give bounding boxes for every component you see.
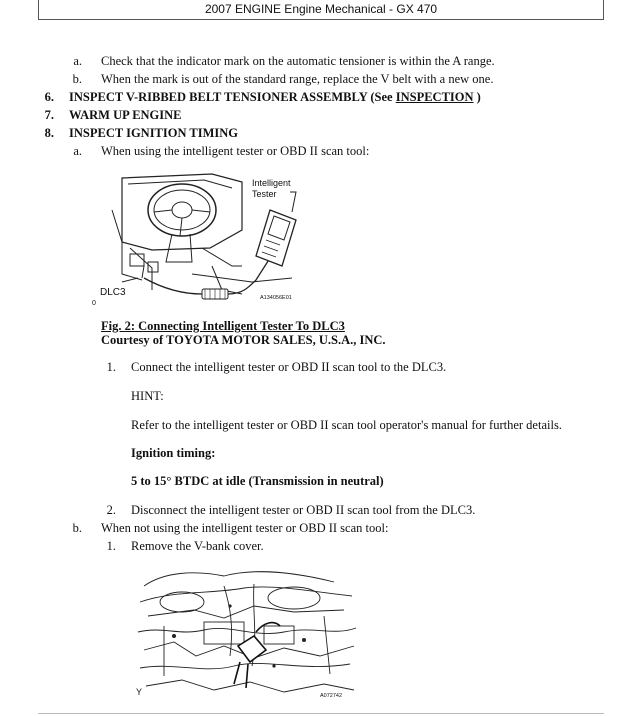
tester-label: Intelligent [252,178,291,188]
engine-bay-figure [134,566,360,700]
step-text: When not using the intelligent tester or OBD II scan tool: [101,521,389,535]
substep-text: Connect the intelligent tester or OBD II scan tool to the DLC3. [131,360,447,374]
page-header [38,0,604,20]
step-marker: b. [72,521,82,535]
step-text [69,89,481,105]
step-text: Check that the indicator mark on the automatic tensioner is within the A range. [101,54,495,68]
step-marker: 8. [44,126,54,140]
step-6-tail: ) [473,90,481,104]
figure-corner-mark: 0 [92,300,96,307]
hint-text: Refer to the intelligent tester or OBD II scan tool operator's manual for further details. [131,418,562,432]
inspection-link[interactable]: INSPECTION [395,90,474,104]
step-marker: a. [73,54,82,68]
figure-courtesy: Courtesy of TOYOTA MOTOR SALES, U.S.A., INC. [101,333,386,347]
substep-text: Remove the V-bank cover. [131,539,264,553]
page-bottom-rule [38,713,604,714]
substep-marker: 2. [106,503,116,517]
figure-caption: Fig. 2: Connecting Intelligent Tester To DLC3 [101,319,345,333]
tester-label-2: Tester [252,189,277,199]
step-marker: a. [73,144,82,158]
step-text: When the mark is out of the standard range, replace the V belt with a new one. [101,72,494,86]
hint-label: HINT: [131,389,164,403]
step-text: When using the intelligent tester or OBD II scan tool: [101,144,370,158]
ignition-timing-label: Ignition timing: [131,446,216,460]
engine-figure-y-label: Y [136,687,143,697]
dlc3-connection-figure [92,170,310,310]
step-text: INSPECT IGNITION TIMING [69,126,239,140]
step-marker: b. [72,72,82,86]
figure-code: A134056E01 [260,295,292,301]
substep-marker: 1. [106,360,116,374]
step-marker: 6. [44,90,54,104]
page-header-title: 2007 ENGINE Engine Mechanical - GX 470 [204,2,438,16]
step-6-text: INSPECT V-RIBBED BELT TENSIONER ASSEMBLY (See [69,90,396,104]
substep-marker: 1. [106,539,116,553]
ignition-timing-value: 5 to 15° BTDC at idle (Transmission in neutral) [131,474,384,488]
engine-figure-code: A072742 [320,693,343,699]
step-marker: 7. [44,108,54,122]
substep-text: Disconnect the intelligent tester or OBD II scan tool from the DLC3. [131,503,476,517]
dlc3-label: DLC3 [100,287,126,298]
step-text: WARM UP ENGINE [69,108,182,122]
